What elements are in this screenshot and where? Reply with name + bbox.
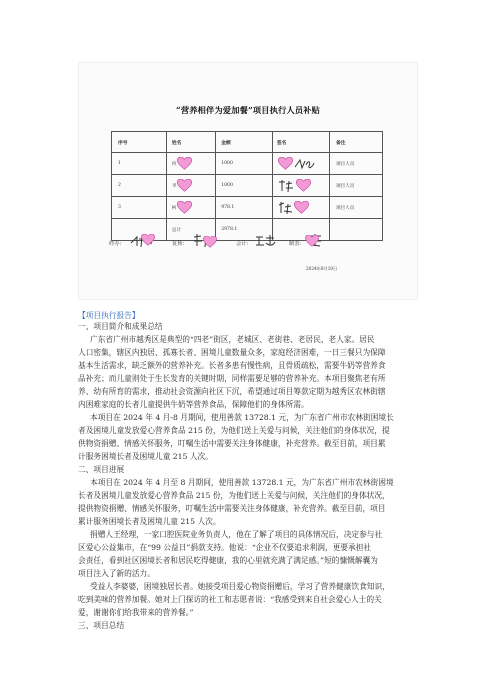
row-sign-cell (272, 197, 329, 219)
header-name: 姓名 (166, 132, 215, 153)
row-no: 3 (112, 197, 167, 219)
header-sign: 签名 (272, 132, 329, 153)
paragraph-line: 计服务困境长者及困境儿童 215 人次。 (78, 452, 213, 461)
handwritten-signature-icon (277, 201, 293, 215)
heart-sticker-icon (305, 235, 319, 247)
header-no: 序号 (112, 132, 167, 153)
row-no: 2 (112, 175, 167, 197)
sheet-title: “营养相伴为爱加餐”项目执行人员补贴 (175, 105, 321, 115)
paragraph-line: 会责任，看到社区困境长者和居民吃得健康，我的心里就充满了满足感。”短的慷慨解囊为 (78, 556, 378, 565)
row-name-cell (166, 153, 215, 175)
reviewer-label: 复核： (172, 241, 188, 247)
table-row (112, 197, 383, 219)
total-value: 2978.1 (216, 219, 273, 241)
paragraph-line: 品补充；而儿童则处于生长发育的关键时期，同样需要足够的营养补充。本项目聚焦老有所 (78, 374, 386, 383)
paragraph-line: 基本生活需求，缺乏额外的营养补充。长者多患有慢性病，且骨质疏松，需要牛奶等营养食 (78, 361, 386, 370)
paragraph-line: 提供物资捐赠、情感关怀服务，叮嘱生活中需要关注身体健康，补充营养。截至目前，项目 (78, 504, 386, 513)
section-heading-summary: 三、项目总结 (78, 621, 125, 630)
header-amount: 金额 (216, 132, 273, 153)
paragraph-line: 累计服务困境长者及困境儿童 215 人次。 (78, 517, 221, 526)
subsidy-table (111, 131, 383, 241)
heart-sticker-icon (141, 234, 155, 246)
table-row (112, 175, 383, 197)
paragraph-line: 本项目在 2024 年 4 月-8 月期间，使用善款 13728.1 元，为广东省广州市农林街困境长 (90, 413, 394, 422)
paragraph-line: 长者及困境儿童发放爱心营养食品 215 份，为他们送上关爱与问候，关注他们的身体状况， (78, 491, 390, 500)
paragraph-line: 受益人李婆婆，困境独居长者。她接受项目爱心物资捐赠后，学习了营养健康饮食知识， (90, 582, 390, 591)
paragraph-line: 本项目在 2024 年 4 月至 8 月期间，使用善款 13728.1 元，为广东省广州市农林街困境 (90, 478, 394, 487)
preparer-label: 制表： (289, 241, 305, 247)
header-note: 备注 (329, 132, 382, 153)
sheet-date: 2024年8月10日 (306, 266, 338, 271)
row-note: 项目人员 (329, 197, 382, 219)
table-header-row (112, 132, 383, 153)
paragraph-line: 吃到美味的营养加餐。她对上门探访的社工和志愿者说：“我感受到来自社会爱心人士的关 (78, 595, 382, 604)
heart-sticker-icon (177, 157, 192, 170)
paragraph-line: 广东省广州市越秀区是典型的“四老”街区，老城区、老街巷、老居民、老人家。居民 (90, 335, 375, 344)
heart-sticker-icon (294, 201, 309, 214)
paragraph-line: 内困难家庭的长者儿童提供牛奶等营养食品，保障他们的身体所需。 (78, 400, 309, 409)
heart-sticker-icon (296, 179, 311, 192)
paragraph-line: 捐赠人王经理，一家口腔医院业务负责人，他在了解了项目的具体情况后，决定参与社 (90, 530, 383, 539)
row-sign-cell (272, 175, 329, 197)
accountant-signature-icon (254, 233, 276, 248)
table-row (112, 153, 383, 175)
heart-sticker-icon (278, 157, 293, 170)
paragraph-line: 人口密集，辖区内独居、孤寡长者、困境儿童数量众多，家庭经济困难，一日三餐只为保障 (78, 348, 386, 357)
row-note: 项目人员 (329, 175, 382, 197)
paragraph-line: 者及困境儿童发放爱心营养食品 215 份，为他们送上关爱与问候，关注他们的身体状况，提 (78, 426, 390, 435)
accountant-label: 会计： (236, 241, 252, 247)
row-no: 1 (112, 153, 167, 175)
heart-sticker-icon (177, 201, 192, 214)
row-name: 何 (171, 162, 177, 167)
section-heading-intro: 一、项目简介和成果总结 (78, 322, 163, 331)
row-name: 柯 (171, 206, 177, 211)
paragraph-line: 爱，谢谢你们给我带来的营养餐。” (78, 608, 194, 617)
heart-sticker-icon (177, 179, 192, 192)
paragraph-line: 养、幼有所育的需求，推动社会资源向社区下沉，希望通过项目筹款定期为越秀区农林街辖 (78, 387, 386, 396)
section-heading-progress: 二、项目进展 (78, 465, 125, 474)
row-name-cell (166, 197, 215, 219)
heart-sticker-icon (203, 236, 217, 248)
paragraph-line: 区爱心公益集市，在“99 公益日”捐款支持。他说：“企业不仅要追求利润，更要承担社 (78, 543, 372, 552)
paragraph-line: 项目注入了新的活力。 (78, 569, 155, 578)
row-amount: 1000 (216, 153, 273, 175)
row-name: 李 (171, 184, 177, 189)
row-note: 项目人员 (329, 153, 382, 175)
handwritten-signature-icon (293, 157, 315, 171)
total-empty-cell (329, 219, 382, 241)
total-label: 总计 (166, 219, 215, 241)
scanned-subsidy-sheet (78, 62, 418, 300)
handwritten-signature-icon (277, 179, 295, 193)
row-amount: 978.1 (216, 197, 273, 219)
paragraph-line: 供物资捐赠、情感关怀服务，叮嘱生活中需要关注身体健康，补充营养。截至目前，项目累 (78, 439, 386, 448)
row-amount: 1000 (216, 175, 273, 197)
report-heading: 【项目执行报告】 (78, 311, 140, 320)
manager-label: 经办： (109, 241, 125, 247)
row-sign-cell (272, 153, 329, 175)
row-name-cell (166, 175, 215, 197)
